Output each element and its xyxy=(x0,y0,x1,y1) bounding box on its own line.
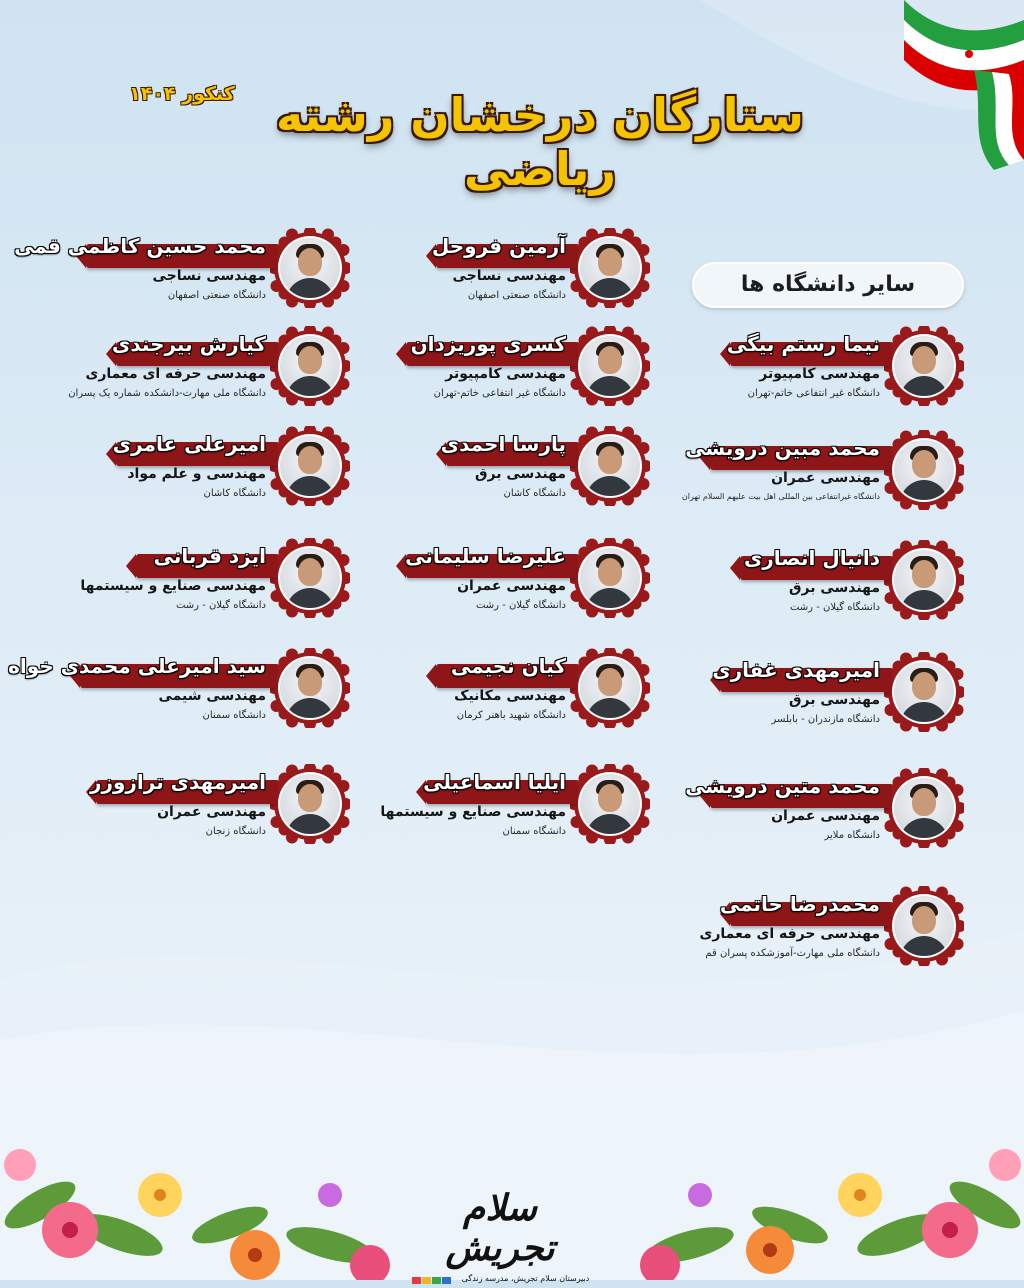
student-card xyxy=(80,538,350,626)
student-badge xyxy=(570,326,650,406)
student-university: دانشگاه غیر انتفاعی خاتم-تهران xyxy=(433,388,566,399)
student-name: امیرمهدی غفاری xyxy=(712,658,880,682)
student-major: مهندسی عمران xyxy=(457,578,566,594)
logo-tagline: دبیرستان سلام تجریش، مدرسه زندگی xyxy=(461,1274,590,1283)
student-photo xyxy=(894,440,954,500)
student-card xyxy=(380,228,650,316)
student-card xyxy=(380,538,650,626)
student-card xyxy=(685,768,964,856)
student-university: دانشگاه گیلان - رشت xyxy=(175,600,266,611)
logo-wordmark: سلام تجریش xyxy=(445,1187,555,1269)
student-photo xyxy=(580,336,640,396)
student-major: مهندسی برق xyxy=(789,580,880,596)
student-name: امیرمهدی ترازوزر xyxy=(89,770,266,794)
student-badge xyxy=(884,652,964,732)
student-badge xyxy=(884,430,964,510)
student-name: کیان نجیمی xyxy=(450,654,566,678)
student-university: دانشگاه غیر انتفاعی خاتم-تهران xyxy=(747,388,880,399)
student-major: مهندسی حرفه ای معماری xyxy=(699,926,880,942)
student-card xyxy=(692,886,964,974)
student-name: ایلیا اسماعیلی xyxy=(423,770,566,794)
student-university: دانشگاه صنعتی اصفهان xyxy=(467,290,566,301)
student-name: دانیال انصاری xyxy=(743,546,880,570)
student-university: دانشگاه زنجان xyxy=(205,826,266,837)
student-photo xyxy=(280,336,340,396)
iran-flag-icon xyxy=(874,0,1024,170)
student-card xyxy=(80,764,350,852)
student-photo xyxy=(280,548,340,608)
student-badge xyxy=(884,326,964,406)
student-university: دانشگاه گیلان - رشت xyxy=(789,602,880,613)
exam-label: کنکور ۱۴۰۴ xyxy=(129,83,235,105)
student-university: دانشگاه مازندران - بابلسر xyxy=(771,714,880,725)
student-card xyxy=(8,648,350,736)
student-photo xyxy=(580,774,640,834)
student-major: مهندسی نساجی xyxy=(152,268,266,284)
student-name: سید امیرعلی محمدی خواه xyxy=(8,654,266,678)
student-card xyxy=(692,652,964,740)
student-photo xyxy=(580,436,640,496)
student-card xyxy=(692,326,964,414)
student-name: نیما رستم بیگی xyxy=(726,332,880,356)
student-major: مهندسی برق xyxy=(789,692,880,708)
student-name: محمد حسین کاظمی قمی xyxy=(14,234,266,258)
student-major: مهندسی صنایع و سیستمها xyxy=(380,804,566,820)
student-photo xyxy=(894,896,954,956)
student-card xyxy=(14,228,350,316)
student-university: دانشگاه سمنان xyxy=(202,710,266,721)
student-badge xyxy=(270,426,350,506)
student-major: مهندسی کامپیوتر xyxy=(445,366,566,382)
student-photo xyxy=(894,662,954,722)
student-university: دانشگاه صنعتی اصفهان xyxy=(167,290,266,301)
student-photo xyxy=(894,550,954,610)
student-university: دانشگاه ملی مهارت-آموزشکده پسران قم xyxy=(705,948,880,959)
student-badge xyxy=(570,648,650,728)
student-major: مهندسی برق xyxy=(475,466,566,482)
student-university: دانشگاه کاشان xyxy=(503,488,566,499)
student-card xyxy=(80,426,350,514)
student-badge xyxy=(270,764,350,844)
student-card xyxy=(380,764,650,852)
section-label-other-universities: سایر دانشگاه ها xyxy=(692,262,964,308)
student-name: امیرعلی عامری xyxy=(112,432,266,456)
student-university: دانشگاه شهید باهنر کرمان xyxy=(456,710,566,721)
student-badge xyxy=(270,648,350,728)
student-name: پارسا احمدی xyxy=(440,432,566,456)
student-major: مهندسی شیمی xyxy=(158,688,266,704)
student-card xyxy=(380,326,650,414)
student-badge xyxy=(884,540,964,620)
student-badge xyxy=(270,228,350,308)
student-badge xyxy=(884,886,964,966)
student-university: دانشگاه کاشان xyxy=(203,488,266,499)
student-major: مهندسی عمران xyxy=(157,804,266,820)
page-title: ستارگان درخشان رشته ریاضی xyxy=(275,88,805,196)
student-name: کسری پوریزدان xyxy=(410,332,566,356)
student-badge xyxy=(270,326,350,406)
student-photo xyxy=(580,548,640,608)
student-photo xyxy=(280,774,340,834)
student-badge xyxy=(570,228,650,308)
student-badge xyxy=(570,764,650,844)
logo-color-blocks xyxy=(411,1269,451,1288)
student-photo xyxy=(580,238,640,298)
student-photo xyxy=(280,436,340,496)
student-name: کیارش بیرجندی xyxy=(112,332,266,356)
student-major: مهندسی و علم مواد xyxy=(127,466,266,482)
student-major: مهندسی نساجی xyxy=(452,268,566,284)
student-university: دانشگاه گیلان - رشت xyxy=(475,600,566,611)
student-major: مهندسی صنایع و سیستمها xyxy=(80,578,266,594)
student-major: مهندسی حرفه ای معماری xyxy=(85,366,266,382)
student-photo xyxy=(280,238,340,298)
school-logo xyxy=(410,1187,590,1283)
student-card xyxy=(380,648,650,736)
student-photo xyxy=(580,658,640,718)
student-badge xyxy=(570,426,650,506)
student-major: مهندسی کامپیوتر xyxy=(759,366,880,382)
student-university: دانشگاه ملی مهارت-دانشکده شماره یک پسران xyxy=(68,388,266,399)
student-photo xyxy=(894,778,954,838)
student-major: مهندسی عمران xyxy=(771,470,880,486)
student-major: مهندسی مکانیک xyxy=(454,688,566,704)
student-card xyxy=(68,326,350,414)
student-university: دانشگاه سمنان xyxy=(502,826,566,837)
student-university: دانشگاه ملایر xyxy=(824,830,880,841)
student-photo xyxy=(894,336,954,396)
student-photo xyxy=(280,658,340,718)
student-name: ایزد قربانی xyxy=(153,544,266,568)
student-name: محمد مبین درویشی xyxy=(685,436,880,460)
student-card xyxy=(681,430,964,518)
student-badge xyxy=(270,538,350,618)
student-name: محمد متین درویشی xyxy=(685,774,880,798)
student-name: علیرضا سلیمانی xyxy=(405,544,566,568)
student-badge xyxy=(884,768,964,848)
student-badge xyxy=(570,538,650,618)
student-major: مهندسی عمران xyxy=(771,808,880,824)
student-name: آرمین فروحل xyxy=(431,234,566,258)
student-card xyxy=(380,426,650,514)
student-university: دانشگاه غیرانتفاعی بین المللی اهل بیت علیهم السلام تهران xyxy=(681,492,880,501)
student-name: محمدرضا حاتمی xyxy=(719,892,880,916)
student-card xyxy=(692,540,964,628)
